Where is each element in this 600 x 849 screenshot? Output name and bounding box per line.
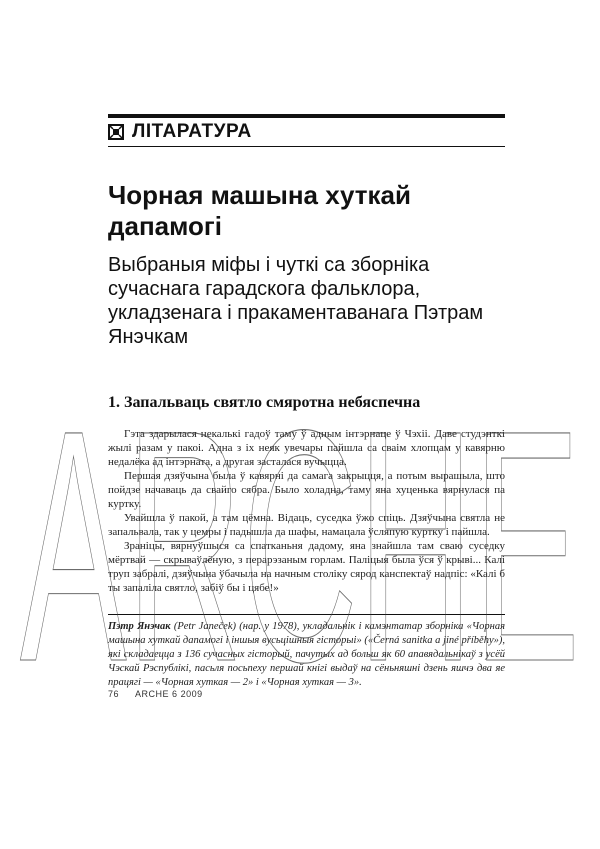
journal-issue: 6: [172, 689, 178, 699]
article-subtitle: Выбраныя міфы і чуткі са зборніка сучаснага гарадскога фальклора, укладзенага і пракаментаванага Пэтрам Янэчкам: [108, 254, 484, 348]
journal-year: 2009: [180, 689, 203, 699]
footnote-author: Пэтр Янэчак: [108, 621, 171, 632]
folio: [108, 689, 203, 699]
journal-name: ARCHE: [135, 689, 170, 699]
framed-square-icon: [108, 124, 124, 140]
footnote-rule: [108, 614, 505, 615]
story-body: [108, 427, 505, 595]
top-rule: [108, 114, 505, 118]
story-heading: 1. Запальваць святло смяротна небяспечна: [108, 394, 421, 411]
footnote-text: (Petr Janeček) (нар. у 1978), укладальнік і камэнтатар зборніка «Чорная машына хуткай дапамогі і іншыя вусьцішныя гісторыі» («Černá sanitka a jiné příběhy»), які складаецца з 136 сучасных гісторый, пачутых ад больш як 60 апавядальнікаў з усёй Чэскай Рэспублікі, пасьля посьпеху першай кнігі выдаў на сёньняшні дзень яшчэ два яе працягі — «Чорная хуткая — 2» і «Чорная хуткая — 3».: [108, 621, 505, 688]
journal-info: [135, 689, 203, 699]
article-title: Чорная машына хуткай дапамогі: [108, 180, 411, 241]
section-header: [108, 121, 505, 143]
section-title: ЛІТАРАТУРА: [132, 121, 252, 142]
page-number: 76: [108, 689, 120, 699]
story-paragraph: Першая дзяўчына была ў кавярні да самага закрыцця, а потым вырашыла, што пойдзе начаваць да свайго сябра. Было холадна, таму яна хуценька вярнулася па куртку.: [108, 470, 505, 510]
story-paragraph: Зраніцы, вярнуўшыся са спатканьня дадому, яна знайшла там сваю суседку мёртвай — скрываўлёную, з перарэзаным горлам. Паліцыя была ўся ў крыві... Калі труп забралі, дзяўчына ўбачыла на начным століку сярод канспектаў надпіс: «Калі б ты запаліла святло, забіў бы і цябе!»: [108, 540, 505, 594]
section-rule: [108, 146, 505, 147]
story-paragraph: Гэта здарылася некалькі гадоў таму ў адным інтэрнаце ў Чэхіі. Даве студэнткі жылі разам у пакоі. Адна з іх неяк увечары пайшла са сваім хлопцам у кавярню недалёка ад інтэрната, а другая засталася вучыцца.: [108, 428, 505, 468]
watermark-text: ARCHE: [20, 361, 580, 730]
author-footnote: [108, 620, 505, 690]
story-paragraph: Увайшла ў пакой, а там цёмна. Відаць, суседка ўжо спіць. Дзяўчына святла не запальвала, так у цемры і падышла да шафы, намацала ўсляпую куртку і пайшла.: [108, 512, 505, 538]
